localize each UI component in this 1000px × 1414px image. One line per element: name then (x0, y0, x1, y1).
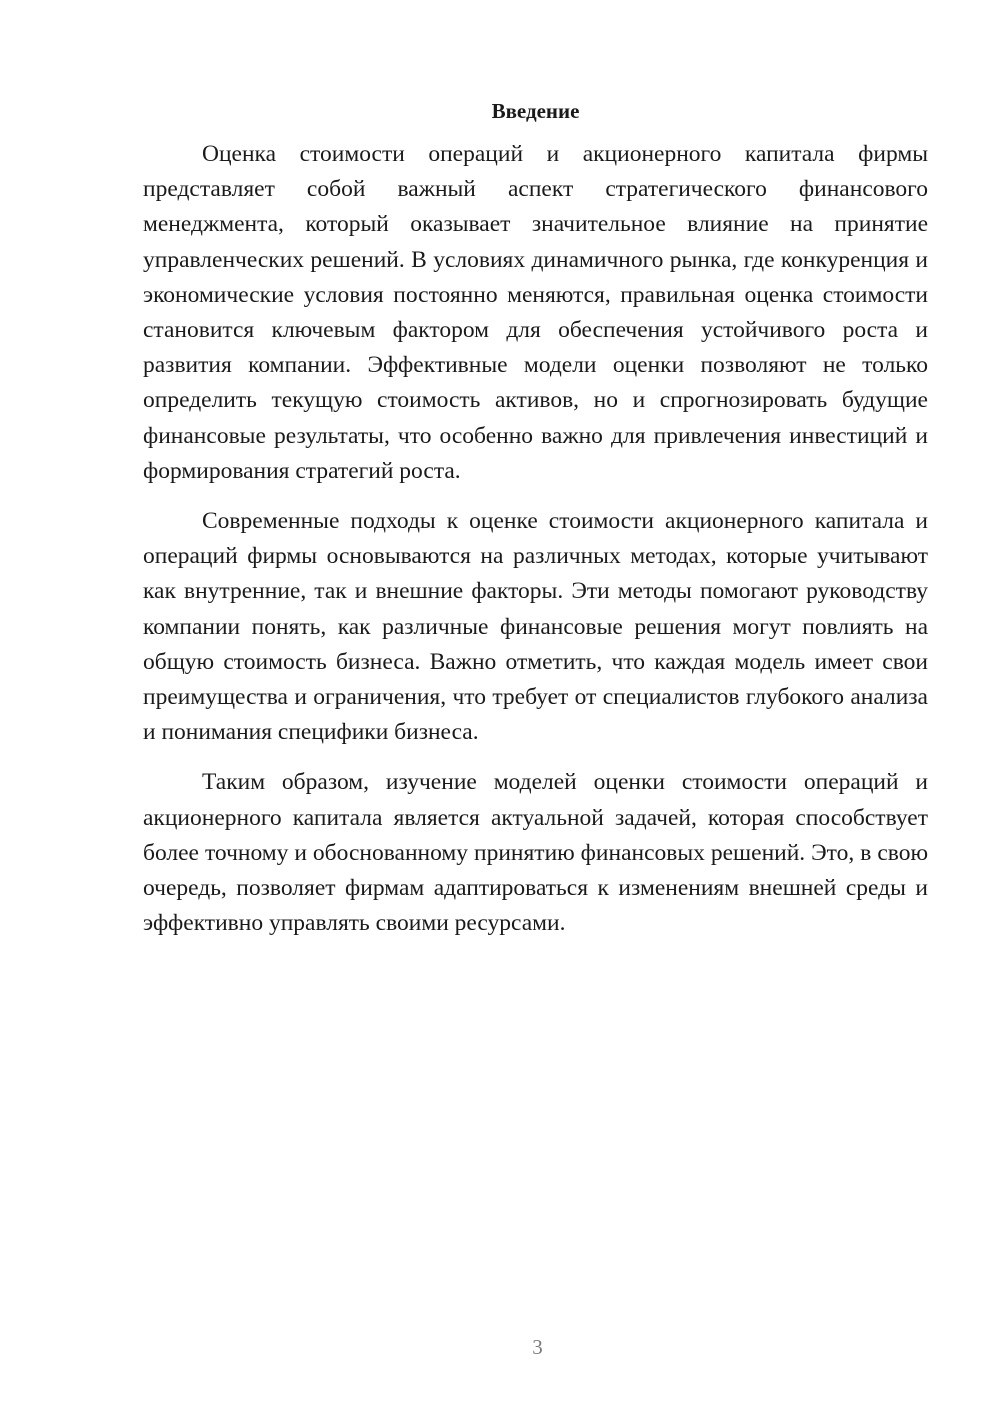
paragraph-3: Таким образом, изучение моделей оценки стоимости операций и акционерного капитала является актуальной задачей, которая способствует более точному и обоснованному принятию финансовых решений. Это, в свою очередь, позволяет фирмам адаптироваться к изменениям внешней среды и эффективно управлять своими ресурсами. (143, 769, 928, 937)
page-number: 3 (532, 1335, 543, 1359)
page-content (143, 95, 928, 941)
paragraph-2: Современные подходы к оценке стоимости акционерного капитала и операций фирмы основываются на различных методах, которые учитывают как внутренние, так и внешние факторы. Эти методы помогают руководству компании понять, как различные финансовые решения могут повлиять на общую стоимость бизнеса. Важно отметить, что каждая модель имеет свои преимущества и ограничения, что требует от специалистов глубокого анализа и понимания специфики бизнеса. (143, 508, 928, 746)
paragraph-1: Оценка стоимости операций и акционерного капитала фирмы представляет собой важный аспект стратегического финансового менеджмента, который оказывает значительное влияние на принятие управленческих решений. В условиях динамичного рынка, где конкуренция и экономические условия постоянно меняются, правильная оценка стоимости становится ключевым фактором для обеспечения устойчивого роста и развития компании. Эффективные модели оценки позволяют не только определить текущую стоимость активов, но и спрогнозировать будущие финансовые результаты, что особенно важно для привлечения инвестиций и формирования стратегий роста. (143, 141, 928, 484)
section-title: Введение (491, 99, 580, 123)
